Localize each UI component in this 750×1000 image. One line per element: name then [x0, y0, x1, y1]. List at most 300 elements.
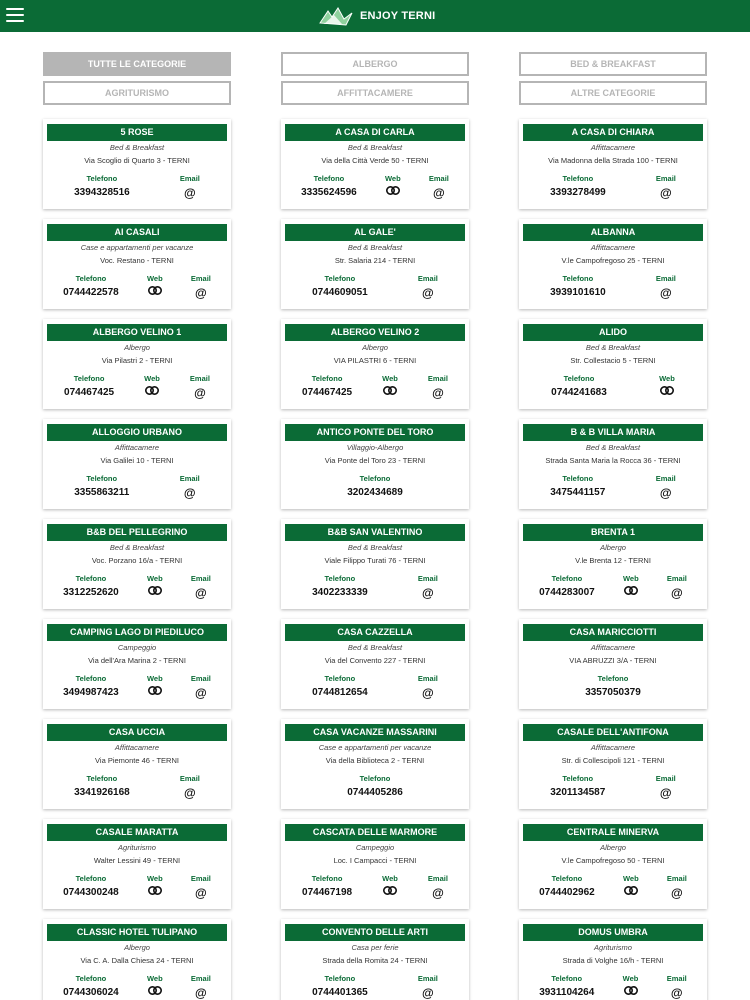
link-icon[interactable]	[623, 886, 639, 895]
phone-label: Telefono	[311, 374, 343, 383]
phone-label: Telefono	[86, 474, 118, 483]
contact-row	[43, 874, 231, 900]
phone-number[interactable]: 0744422578	[63, 287, 119, 298]
listing-address: Strada della Romita 24 - TERNI	[322, 956, 428, 965]
listing-card[interactable]	[43, 219, 231, 309]
phone-number[interactable]: 0744241683	[551, 387, 607, 398]
listing-card[interactable]	[281, 119, 469, 209]
phone-contact[interactable]	[74, 774, 130, 800]
email-label: Email	[179, 474, 200, 483]
phone-label: Telefono	[75, 574, 107, 583]
web-contact[interactable]	[147, 874, 163, 900]
link-icon[interactable]	[659, 386, 675, 395]
listing-name: A CASA DI CHIARA	[523, 124, 703, 141]
phone-contact[interactable]	[74, 174, 130, 200]
listing-name: CASA UCCIA	[47, 724, 227, 741]
listing-card[interactable]	[519, 219, 707, 309]
email-contact[interactable]	[667, 874, 687, 900]
phone-contact[interactable]	[539, 574, 595, 600]
phone-label: Telefono	[86, 774, 118, 783]
phone-number[interactable]: 074467425	[302, 387, 353, 398]
listing-category: Bed & Breakfast	[585, 443, 641, 452]
listing-category: Affittacamere	[590, 743, 636, 752]
listing-address: Voc. Restano - TERNI	[100, 256, 174, 265]
contact-row	[43, 974, 231, 1000]
contact-row	[519, 474, 707, 500]
listing-name: B&B SAN VALENTINO	[285, 524, 465, 541]
contact-row	[281, 674, 469, 700]
phone-contact[interactable]	[301, 174, 357, 200]
listing-name: CASA VACANZE MASSARINI	[285, 724, 465, 741]
listing-category: Agriturismo	[594, 943, 632, 952]
listing-card[interactable]	[281, 319, 469, 409]
link-icon[interactable]	[147, 586, 163, 595]
listing-address: Str. Salaria 214 - TERNI	[334, 256, 416, 265]
listing-address: Via dell'Ara Marina 2 - TERNI	[88, 656, 186, 665]
phone-contact[interactable]	[64, 374, 114, 400]
listing-category: Case e appartamenti per vacanze	[318, 743, 432, 752]
phone-number[interactable]: 3402233339	[312, 587, 368, 598]
phone-number[interactable]: 0744609051	[312, 287, 368, 298]
listing-category: Bed & Breakfast	[585, 343, 641, 352]
listing-card[interactable]	[281, 719, 469, 809]
listing-address: Strada Santa Maria la Rocca 36 - TERNI	[545, 456, 681, 465]
listing-card[interactable]	[281, 619, 469, 709]
at-sign-icon[interactable]: @	[195, 986, 207, 1000]
at-sign-icon[interactable]: @	[671, 586, 683, 600]
at-sign-icon[interactable]: @	[422, 986, 434, 1000]
phone-label: Telefono	[324, 574, 356, 583]
link-icon[interactable]	[144, 386, 160, 395]
link-icon[interactable]	[623, 586, 639, 595]
listing-name: BRENTA 1	[523, 524, 703, 541]
listing-card[interactable]	[43, 919, 231, 1000]
link-icon[interactable]	[623, 986, 639, 995]
web-contact[interactable]	[147, 574, 163, 600]
listing-address: Voc. Porzano 16/a - TERNI	[91, 556, 183, 565]
email-label: Email	[427, 374, 448, 383]
listing-category: Albergo	[362, 343, 388, 352]
filter-button[interactable]: ALBERGO	[281, 52, 469, 76]
phone-contact[interactable]	[551, 374, 607, 398]
listing-card[interactable]	[43, 319, 231, 409]
listing-category: Affittacamere	[590, 143, 636, 152]
listing-address: Via della Biblioteca 2 - TERNI	[325, 756, 425, 765]
listing-address: Loc. I Campacci - TERNI	[333, 856, 417, 865]
web-label: Web	[382, 874, 398, 883]
email-contact[interactable]	[656, 174, 676, 200]
phone-number[interactable]: 3394328516	[74, 187, 130, 198]
listing-card[interactable]	[519, 919, 707, 1000]
email-label: Email	[655, 174, 676, 183]
filter-button[interactable]: ALTRE CATEGORIE	[519, 81, 707, 105]
listing-address: V.le Campofregoso 25 - TERNI	[561, 256, 665, 265]
bird-logo-icon	[318, 5, 354, 27]
link-icon[interactable]	[382, 886, 398, 895]
at-sign-icon[interactable]: @	[660, 286, 672, 300]
listing-category: Bed & Breakfast	[347, 143, 403, 152]
phone-number[interactable]: 3494987423	[63, 687, 119, 698]
filter-button[interactable]: AFFITTACAMERE	[281, 81, 469, 105]
email-label: Email	[417, 974, 438, 983]
phone-number[interactable]: 0744283007	[539, 587, 595, 598]
web-contact[interactable]	[144, 374, 160, 400]
listing-name: 5 ROSE	[47, 124, 227, 141]
listing-card[interactable]	[519, 119, 707, 209]
listing-name: ANTICO PONTE DEL TORO	[285, 424, 465, 441]
web-contact[interactable]	[623, 874, 639, 900]
phone-contact[interactable]	[312, 574, 368, 600]
web-contact[interactable]	[382, 874, 398, 900]
listing-category: Villaggio-Albergo	[346, 443, 404, 452]
web-contact[interactable]	[382, 374, 398, 400]
filter-button[interactable]: TUTTE LE CATEGORIE	[43, 52, 231, 76]
phone-label: Telefono	[359, 774, 391, 783]
phone-label: Telefono	[75, 874, 107, 883]
listing-category: Affittacamere	[114, 443, 160, 452]
phone-contact[interactable]	[63, 874, 119, 900]
phone-number[interactable]: 3312252620	[63, 587, 119, 598]
app-title: ENJOY TERNI	[360, 10, 436, 22]
phone-contact[interactable]	[550, 274, 606, 300]
phone-contact[interactable]	[63, 674, 119, 700]
contact-row	[519, 674, 707, 698]
listing-address: Via C. A. Dalla Chiesa 24 - TERNI	[80, 956, 194, 965]
listing-card[interactable]	[519, 719, 707, 809]
email-contact[interactable]	[429, 174, 449, 200]
phone-label: Telefono	[313, 174, 345, 183]
phone-contact[interactable]	[312, 974, 368, 1000]
email-label: Email	[666, 574, 687, 583]
listing-name: B&B DEL PELLEGRINO	[47, 524, 227, 541]
contact-row	[281, 174, 469, 200]
email-label: Email	[655, 774, 676, 783]
phone-contact[interactable]	[347, 474, 403, 498]
contact-row	[519, 274, 707, 300]
listing-card[interactable]	[281, 219, 469, 309]
listing-name: ALBANNA	[523, 224, 703, 241]
listing-category: Campeggio	[355, 843, 395, 852]
listing-name: DOMUS UMBRA	[523, 924, 703, 941]
at-sign-icon[interactable]: @	[195, 886, 207, 900]
listing-address: Via della Città Verde 50 - TERNI	[321, 156, 429, 165]
link-icon[interactable]	[382, 386, 398, 395]
phone-number[interactable]: 0744401365	[312, 987, 368, 998]
at-sign-icon[interactable]: @	[422, 586, 434, 600]
email-label: Email	[655, 274, 676, 283]
listing-card[interactable]	[43, 719, 231, 809]
listing-name: ALLOGGIO URBANO	[47, 424, 227, 441]
phone-contact[interactable]	[539, 974, 594, 1000]
phone-number[interactable]: 3931104264	[539, 987, 595, 998]
listing-address: Via Galilei 10 - TERNI	[100, 456, 174, 465]
listing-card[interactable]	[281, 419, 469, 509]
email-contact[interactable]	[191, 674, 211, 700]
phone-label: Telefono	[311, 874, 343, 883]
phone-contact[interactable]	[63, 274, 119, 300]
phone-contact[interactable]	[347, 774, 403, 798]
contact-row	[43, 174, 231, 200]
listing-address: V.le Campofregoso 50 - TERNI	[561, 856, 665, 865]
listing-card[interactable]	[519, 419, 707, 509]
phone-number[interactable]: 3355863211	[74, 487, 130, 498]
phone-contact[interactable]	[302, 874, 352, 900]
phone-contact[interactable]	[585, 674, 641, 698]
phone-label: Telefono	[73, 374, 105, 383]
listing-address: VIA PILASTRI 6 - TERNI	[333, 356, 417, 365]
contact-row	[281, 774, 469, 798]
listing-category: Albergo	[124, 343, 150, 352]
contact-row	[43, 674, 231, 700]
web-label: Web	[622, 874, 639, 883]
at-sign-icon[interactable]: @	[195, 286, 207, 300]
listing-name: A CASA DI CARLA	[285, 124, 465, 141]
contact-row	[43, 374, 231, 400]
listing-card[interactable]	[281, 919, 469, 1000]
web-label: Web	[384, 174, 401, 183]
listing-address: Via del Convento 227 - TERNI	[324, 656, 426, 665]
email-contact[interactable]	[418, 974, 438, 1000]
phone-number[interactable]: 0744300248	[63, 887, 119, 898]
listing-category: Bed & Breakfast	[347, 643, 403, 652]
listing-category: Affittacamere	[114, 743, 160, 752]
phone-contact[interactable]	[63, 574, 119, 600]
email-contact[interactable]	[190, 374, 210, 400]
email-label: Email	[417, 674, 438, 683]
web-label: Web	[146, 874, 163, 883]
phone-label: Telefono	[551, 974, 583, 983]
phone-number[interactable]: 3202434689	[347, 487, 403, 498]
email-label: Email	[189, 374, 210, 383]
link-icon[interactable]	[147, 886, 163, 895]
phone-number[interactable]: 3357050379	[585, 687, 641, 698]
listing-card[interactable]	[43, 619, 231, 709]
filter-button[interactable]: BED & BREAKFAST	[519, 52, 707, 76]
at-sign-icon[interactable]: @	[422, 286, 434, 300]
email-label: Email	[666, 974, 687, 983]
email-label: Email	[428, 174, 449, 183]
listing-name: ALIDO	[523, 324, 703, 341]
phone-contact[interactable]	[302, 374, 352, 400]
app-header	[0, 0, 750, 32]
contact-row	[281, 274, 469, 300]
listing-name: CASALE MARATTA	[47, 824, 227, 841]
web-contact[interactable]	[385, 174, 401, 200]
email-contact[interactable]	[191, 274, 211, 300]
email-contact[interactable]	[656, 474, 676, 500]
listing-name: CLASSIC HOTEL TULIPANO	[47, 924, 227, 941]
contact-row	[43, 474, 231, 500]
at-sign-icon[interactable]: @	[184, 786, 196, 800]
listing-address: Viale Filippo Turati 76 - TERNI	[324, 556, 426, 565]
contact-row	[519, 974, 707, 1000]
email-contact[interactable]	[418, 274, 438, 300]
phone-number[interactable]: 0744405286	[347, 787, 403, 798]
phone-label: Telefono	[562, 774, 594, 783]
phone-contact[interactable]	[539, 874, 595, 900]
web-contact[interactable]	[623, 574, 639, 600]
listing-card[interactable]	[281, 519, 469, 609]
link-icon[interactable]	[147, 686, 163, 695]
phone-label: Telefono	[359, 474, 391, 483]
email-contact[interactable]	[428, 874, 448, 900]
at-sign-icon[interactable]: @	[433, 186, 445, 200]
phone-contact[interactable]	[550, 774, 605, 800]
phone-label: Telefono	[562, 474, 594, 483]
listing-address: VIA ABRUZZI 3/A - TERNI	[569, 656, 657, 665]
web-label: Web	[382, 374, 398, 383]
listing-card[interactable]	[281, 819, 469, 909]
phone-number[interactable]: 0744812654	[312, 687, 368, 698]
phone-contact[interactable]	[74, 474, 129, 500]
listing-category: Bed & Breakfast	[347, 243, 403, 252]
link-icon[interactable]	[385, 186, 401, 195]
email-label: Email	[179, 174, 200, 183]
listing-card[interactable]	[43, 519, 231, 609]
email-label: Email	[179, 774, 200, 783]
at-sign-icon[interactable]: @	[659, 486, 672, 500]
email-contact[interactable]	[656, 274, 676, 300]
contact-row	[519, 774, 707, 800]
email-label: Email	[666, 874, 687, 883]
contact-row	[281, 874, 469, 900]
hamburger-menu-icon[interactable]	[6, 8, 24, 24]
web-contact[interactable]	[147, 674, 163, 700]
listing-category: Albergo	[124, 943, 150, 952]
filter-button[interactable]: AGRITURISMO	[43, 81, 231, 105]
email-contact[interactable]	[191, 874, 211, 900]
email-contact[interactable]	[191, 574, 211, 600]
at-sign-icon[interactable]: @	[195, 686, 207, 700]
phone-label: Telefono	[75, 274, 107, 283]
email-label: Email	[190, 874, 211, 883]
listing-address: Via Piemonte 46 - TERNI	[95, 756, 179, 765]
phone-number[interactable]: 3939101610	[550, 287, 606, 298]
phone-number[interactable]: 3475441157	[550, 487, 606, 498]
email-contact[interactable]	[418, 574, 438, 600]
listing-category: Bed & Breakfast	[109, 143, 165, 152]
phone-contact[interactable]	[312, 674, 368, 700]
email-contact[interactable]	[667, 574, 687, 600]
listing-address: Via Pilastri 2 - TERNI	[101, 356, 173, 365]
phone-label: Telefono	[75, 974, 107, 983]
web-label: Web	[622, 574, 639, 583]
email-contact[interactable]	[428, 374, 448, 400]
email-contact[interactable]	[418, 674, 438, 700]
email-label: Email	[190, 574, 211, 583]
email-contact[interactable]	[191, 974, 211, 1000]
listing-address: Via Madonna della Strada 100 - TERNI	[548, 156, 678, 165]
phone-contact[interactable]	[312, 274, 368, 300]
web-contact[interactable]	[147, 274, 163, 300]
email-label: Email	[417, 574, 438, 583]
email-contact[interactable]	[667, 974, 687, 1000]
web-label: Web	[659, 374, 675, 383]
email-contact[interactable]	[180, 474, 200, 500]
phone-number[interactable]: 3201134587	[550, 787, 606, 798]
phone-number[interactable]: 3393278499	[550, 187, 606, 198]
listing-card[interactable]	[519, 519, 707, 609]
brand[interactable]	[318, 5, 435, 27]
phone-label: Telefono	[563, 374, 595, 383]
at-sign-icon[interactable]: @	[660, 186, 672, 200]
listing-card[interactable]	[43, 819, 231, 909]
web-label: Web	[146, 274, 163, 283]
listing-name: CASCATA DELLE MARMORE	[285, 824, 465, 841]
phone-contact[interactable]	[550, 174, 606, 200]
at-sign-icon[interactable]: @	[432, 886, 444, 900]
phone-number[interactable]: 0744306024	[63, 987, 119, 998]
listing-card[interactable]	[43, 119, 231, 209]
email-label: Email	[190, 274, 211, 283]
phone-contact[interactable]	[63, 974, 119, 1000]
listing-card[interactable]	[519, 619, 707, 709]
at-sign-icon[interactable]: @	[184, 186, 196, 200]
listing-address: Via Ponte del Toro 23 - TERNI	[324, 456, 426, 465]
phone-contact[interactable]	[550, 474, 605, 500]
phone-label: Telefono	[562, 274, 594, 283]
contact-row	[281, 974, 469, 1000]
listing-card[interactable]	[519, 319, 707, 409]
at-sign-icon[interactable]: @	[671, 886, 683, 900]
phone-number[interactable]: 3341926168	[74, 787, 130, 798]
at-sign-icon[interactable]: @	[432, 386, 444, 400]
at-sign-icon[interactable]: @	[195, 586, 207, 600]
listing-name: B & B VILLA MARIA	[523, 424, 703, 441]
listing-name: CASA MARICCIOTTI	[523, 624, 703, 641]
contact-row	[519, 574, 707, 600]
phone-label: Telefono	[324, 274, 356, 283]
listing-address: Strada di Volghe 16/h - TERNI	[562, 956, 664, 965]
listing-name: CONVENTO DELLE ARTI	[285, 924, 465, 941]
phone-number[interactable]: 074467425	[64, 387, 115, 398]
phone-number[interactable]: 0744402962	[539, 887, 595, 898]
email-contact[interactable]	[180, 174, 200, 200]
at-sign-icon[interactable]: @	[659, 786, 672, 800]
web-contact[interactable]	[147, 974, 163, 1000]
email-label: Email	[427, 874, 448, 883]
contact-row	[281, 474, 469, 498]
listing-name: CASA CAZZELLA	[285, 624, 465, 641]
at-sign-icon[interactable]: @	[183, 486, 196, 500]
phone-number[interactable]: 074467198	[302, 887, 353, 898]
at-sign-icon[interactable]: @	[194, 386, 206, 400]
web-contact[interactable]	[659, 374, 675, 398]
link-icon[interactable]	[147, 286, 163, 295]
listing-name: CASALE DELL'ANTIFONA	[523, 724, 703, 741]
at-sign-icon[interactable]: @	[422, 686, 434, 700]
listing-address: Via Scoglio di Quarto 3 - TERNI	[84, 156, 190, 165]
contact-row	[519, 874, 707, 900]
contact-row	[43, 274, 231, 300]
email-label: Email	[417, 274, 438, 283]
email-contact[interactable]	[656, 774, 676, 800]
at-sign-icon[interactable]: @	[670, 986, 683, 1000]
email-contact[interactable]	[180, 774, 200, 800]
listing-name: AI CASALI	[47, 224, 227, 241]
listing-card[interactable]	[43, 419, 231, 509]
web-contact[interactable]	[623, 974, 639, 1000]
link-icon[interactable]	[147, 986, 163, 995]
phone-label: Telefono	[324, 674, 356, 683]
listing-address: Str. Collestacio 5 - TERNI	[570, 356, 656, 365]
listing-category: Case e appartamenti per vacanze	[80, 243, 194, 252]
phone-label: Telefono	[86, 174, 118, 183]
contact-row	[281, 374, 469, 400]
listing-card[interactable]	[519, 819, 707, 909]
phone-number[interactable]: 3335624596	[301, 187, 357, 198]
phone-label: Telefono	[551, 874, 583, 883]
